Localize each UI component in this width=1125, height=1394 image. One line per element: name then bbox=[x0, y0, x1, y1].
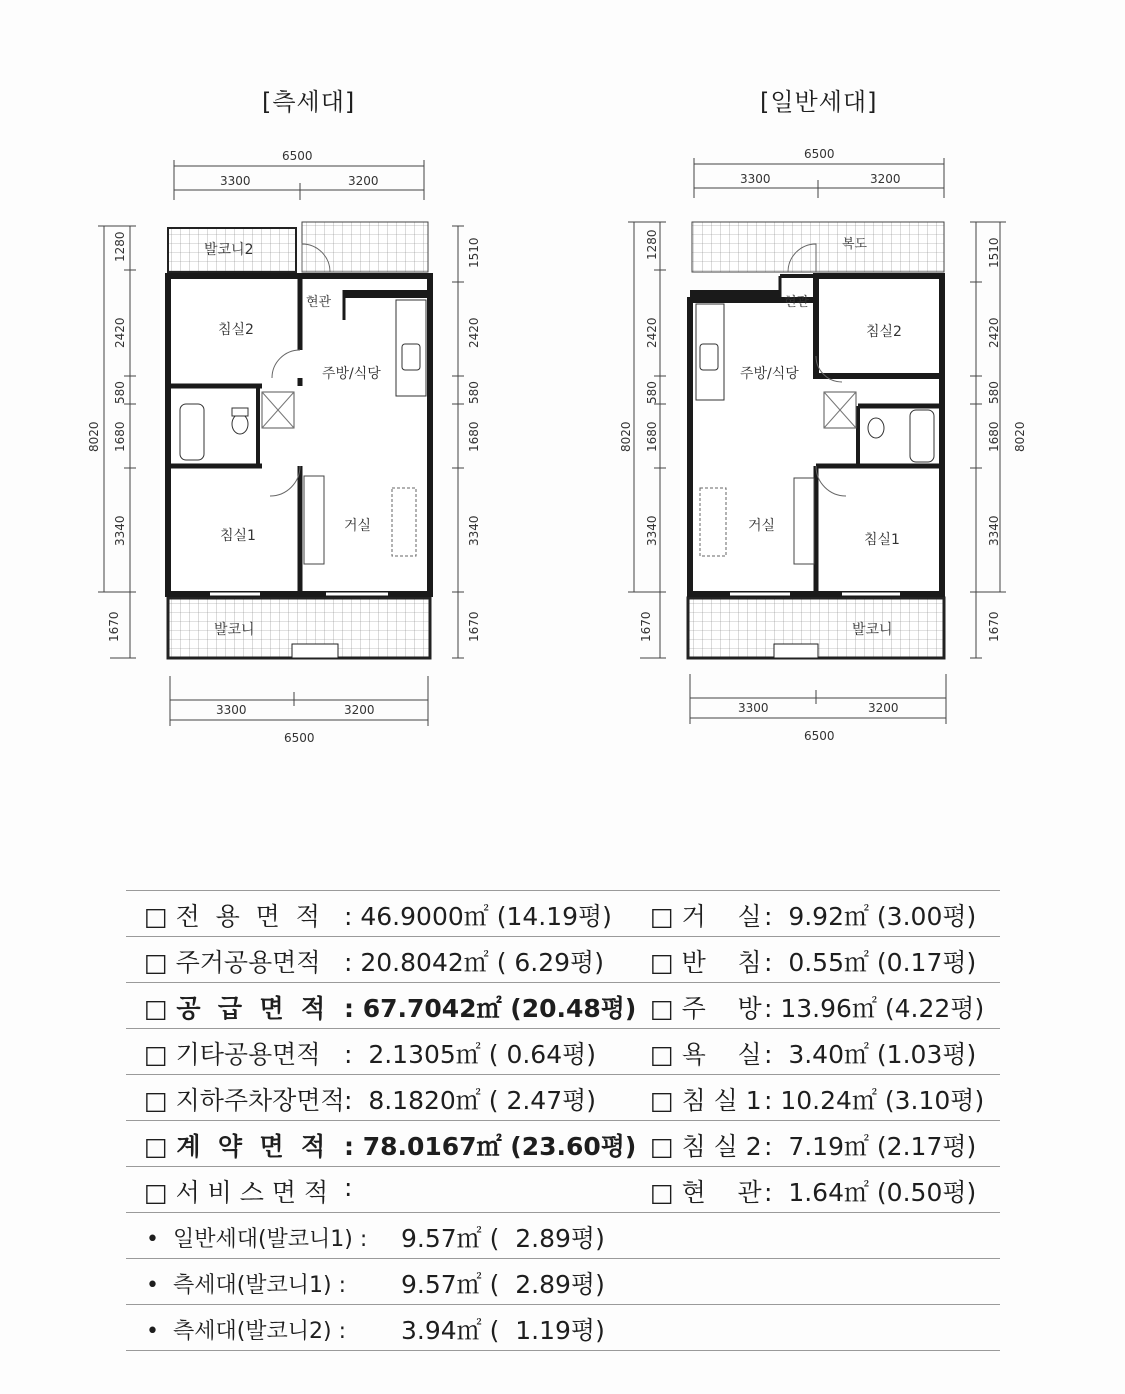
side-unit-title: [측세대] bbox=[262, 88, 356, 116]
area-label: □ 공 급 면 적 bbox=[144, 994, 326, 1023]
general-dim-h2-right: 2420 bbox=[987, 317, 1001, 348]
side-room-entry: 현관 bbox=[306, 295, 332, 310]
area-label: □ 계 약 면 적 bbox=[144, 1132, 326, 1161]
general-room-entry: 현관 bbox=[784, 295, 810, 310]
side-dim-h2-right: 2420 bbox=[467, 317, 481, 348]
room-area-value: : 3.40㎡ (1.03평) bbox=[764, 1040, 977, 1069]
general-dim-h4-right: 1680 bbox=[987, 421, 1001, 452]
service-row bbox=[126, 1212, 1000, 1258]
side-dim-h1-right: 1510 bbox=[467, 237, 481, 268]
side-room-bed1: 침실1 bbox=[220, 528, 256, 544]
side-dim-h4-right: 1680 bbox=[467, 421, 481, 452]
room-area-label: □ 침 실 2 bbox=[650, 1132, 762, 1161]
service-row bbox=[126, 1304, 1000, 1351]
area-label: □ 기타공용면적 bbox=[144, 1040, 321, 1069]
general-dim-left-top: 3300 bbox=[740, 172, 771, 186]
room-area-value: : 10.24㎡ (3.10평) bbox=[764, 1086, 985, 1115]
side-dim-h2: 2420 bbox=[113, 317, 127, 348]
room-area-label: □ 욕 실 bbox=[650, 1040, 762, 1069]
general-dim-right-bottom: 3200 bbox=[868, 701, 899, 715]
room-area-label: □ 거 실 bbox=[650, 902, 762, 931]
general-dim-h1-right: 1510 bbox=[987, 237, 1001, 268]
general-unit-title: [일반세대] bbox=[760, 88, 878, 116]
room-area-value: : 1.64㎡ (0.50평) bbox=[764, 1178, 977, 1207]
room-area-label: □ 반 침 bbox=[650, 948, 762, 977]
room-area-label: □ 현 관 bbox=[650, 1178, 762, 1207]
area-value: : 67.7042㎡ (20.48평) bbox=[344, 994, 637, 1023]
area-table bbox=[126, 890, 1000, 1351]
room-area-value: : 13.96㎡ (4.22평) bbox=[764, 994, 985, 1023]
area-row bbox=[126, 890, 1000, 936]
area-label: □ 지하주차장면적 bbox=[144, 1086, 345, 1115]
general-room-kitchen: 주방/식당 bbox=[740, 366, 799, 382]
general-dim-total-h: 8020 bbox=[619, 421, 633, 452]
room-area-value: : 7.19㎡ (2.17평) bbox=[764, 1132, 977, 1161]
general-dim-total-top: 6500 bbox=[804, 147, 835, 161]
service-value: 9.57㎡ ( 2.89평) bbox=[401, 1270, 605, 1299]
side-dim-left-bottom: 3300 bbox=[216, 703, 247, 717]
side-dim-h3-right: 580 bbox=[467, 381, 481, 404]
area-label: □ 서 비 스 면 적 bbox=[144, 1178, 329, 1207]
area-value: : bbox=[344, 1173, 353, 1202]
side-dim-h6-right: 1670 bbox=[467, 611, 481, 642]
service-row bbox=[126, 1258, 1000, 1304]
area-label: □ 주거공용면적 bbox=[144, 948, 321, 977]
general-dim-h3: 580 bbox=[645, 381, 659, 404]
side-dim-left-top: 3300 bbox=[220, 174, 251, 188]
area-row bbox=[126, 1120, 1000, 1166]
general-dim-h2: 2420 bbox=[645, 317, 659, 348]
area-value: : 46.9000㎡ (14.19평) bbox=[344, 902, 612, 931]
general-dim-h5-right: 3340 bbox=[987, 515, 1001, 546]
side-dim-h5-right: 3340 bbox=[467, 515, 481, 546]
side-room-balcony: 발코니 bbox=[214, 622, 255, 638]
general-unit-plan bbox=[619, 147, 1027, 743]
side-dim-right-top: 3200 bbox=[348, 174, 379, 188]
service-label: • 측세대(발코니1) : bbox=[146, 1273, 347, 1298]
side-dim-h5: 3340 bbox=[113, 515, 127, 546]
side-dim-h1: 1280 bbox=[113, 231, 127, 262]
area-value: : 2.1305㎡ ( 0.64평) bbox=[344, 1040, 597, 1069]
general-dim-h1: 1280 bbox=[645, 229, 659, 260]
general-room-balcony: 발코니 bbox=[852, 622, 893, 638]
area-value: : 20.8042㎡ ( 6.29평) bbox=[344, 948, 604, 977]
side-dim-h6: 1670 bbox=[107, 611, 121, 642]
area-value: : 8.1820㎡ ( 2.47평) bbox=[344, 1086, 597, 1115]
room-area-value: : 9.92㎡ (3.00평) bbox=[764, 902, 977, 931]
area-row bbox=[126, 1166, 1000, 1212]
general-dim-h6: 1670 bbox=[639, 611, 653, 642]
general-dim-h4: 1680 bbox=[645, 421, 659, 452]
area-row bbox=[126, 1028, 1000, 1074]
general-dim-total-h-right: 8020 bbox=[1013, 421, 1027, 452]
side-room-balcony2: 발코니2 bbox=[204, 242, 254, 258]
general-room-bed2: 침실2 bbox=[866, 324, 902, 340]
general-dim-right-top: 3200 bbox=[870, 172, 901, 186]
general-dim-left-bottom: 3300 bbox=[738, 701, 769, 715]
area-row bbox=[126, 982, 1000, 1028]
side-room-living: 거실 bbox=[344, 518, 372, 534]
room-area-value: : 0.55㎡ (0.17평) bbox=[764, 948, 977, 977]
side-dim-total-bottom: 6500 bbox=[284, 731, 315, 745]
room-area-label: □ 주 방 bbox=[650, 994, 762, 1023]
side-dim-total-h: 8020 bbox=[87, 421, 101, 452]
service-value: 3.94㎡ ( 1.19평) bbox=[401, 1316, 605, 1345]
general-dim-h3-right: 580 bbox=[987, 381, 1001, 404]
area-label: □ 전 용 면 적 bbox=[144, 902, 320, 931]
side-dim-right-bottom: 3200 bbox=[344, 703, 375, 717]
general-dim-total-bottom: 6500 bbox=[804, 729, 835, 743]
general-room-living: 거실 bbox=[748, 518, 776, 534]
side-unit-plan bbox=[87, 149, 481, 745]
side-room-kitchen: 주방/식당 bbox=[322, 366, 381, 382]
general-dim-h5: 3340 bbox=[645, 515, 659, 546]
service-label: • 측세대(발코니2) : bbox=[146, 1319, 347, 1344]
area-row bbox=[126, 936, 1000, 982]
side-dim-h4: 1680 bbox=[113, 421, 127, 452]
general-room-bed1: 침실1 bbox=[864, 532, 900, 548]
side-dim-total-top: 6500 bbox=[282, 149, 313, 163]
general-dim-h6-right: 1670 bbox=[987, 611, 1001, 642]
area-row bbox=[126, 1074, 1000, 1120]
general-room-corridor: 복도 bbox=[842, 237, 868, 252]
side-dim-h3: 580 bbox=[113, 381, 127, 404]
room-area-label: □ 침 실 1 bbox=[650, 1086, 762, 1115]
side-room-bed2: 침실2 bbox=[218, 322, 254, 338]
service-label: • 일반세대(발코니1) : bbox=[146, 1227, 368, 1252]
area-value: : 78.0167㎡ (23.60평) bbox=[344, 1132, 637, 1161]
service-value: 9.57㎡ ( 2.89평) bbox=[401, 1224, 605, 1253]
